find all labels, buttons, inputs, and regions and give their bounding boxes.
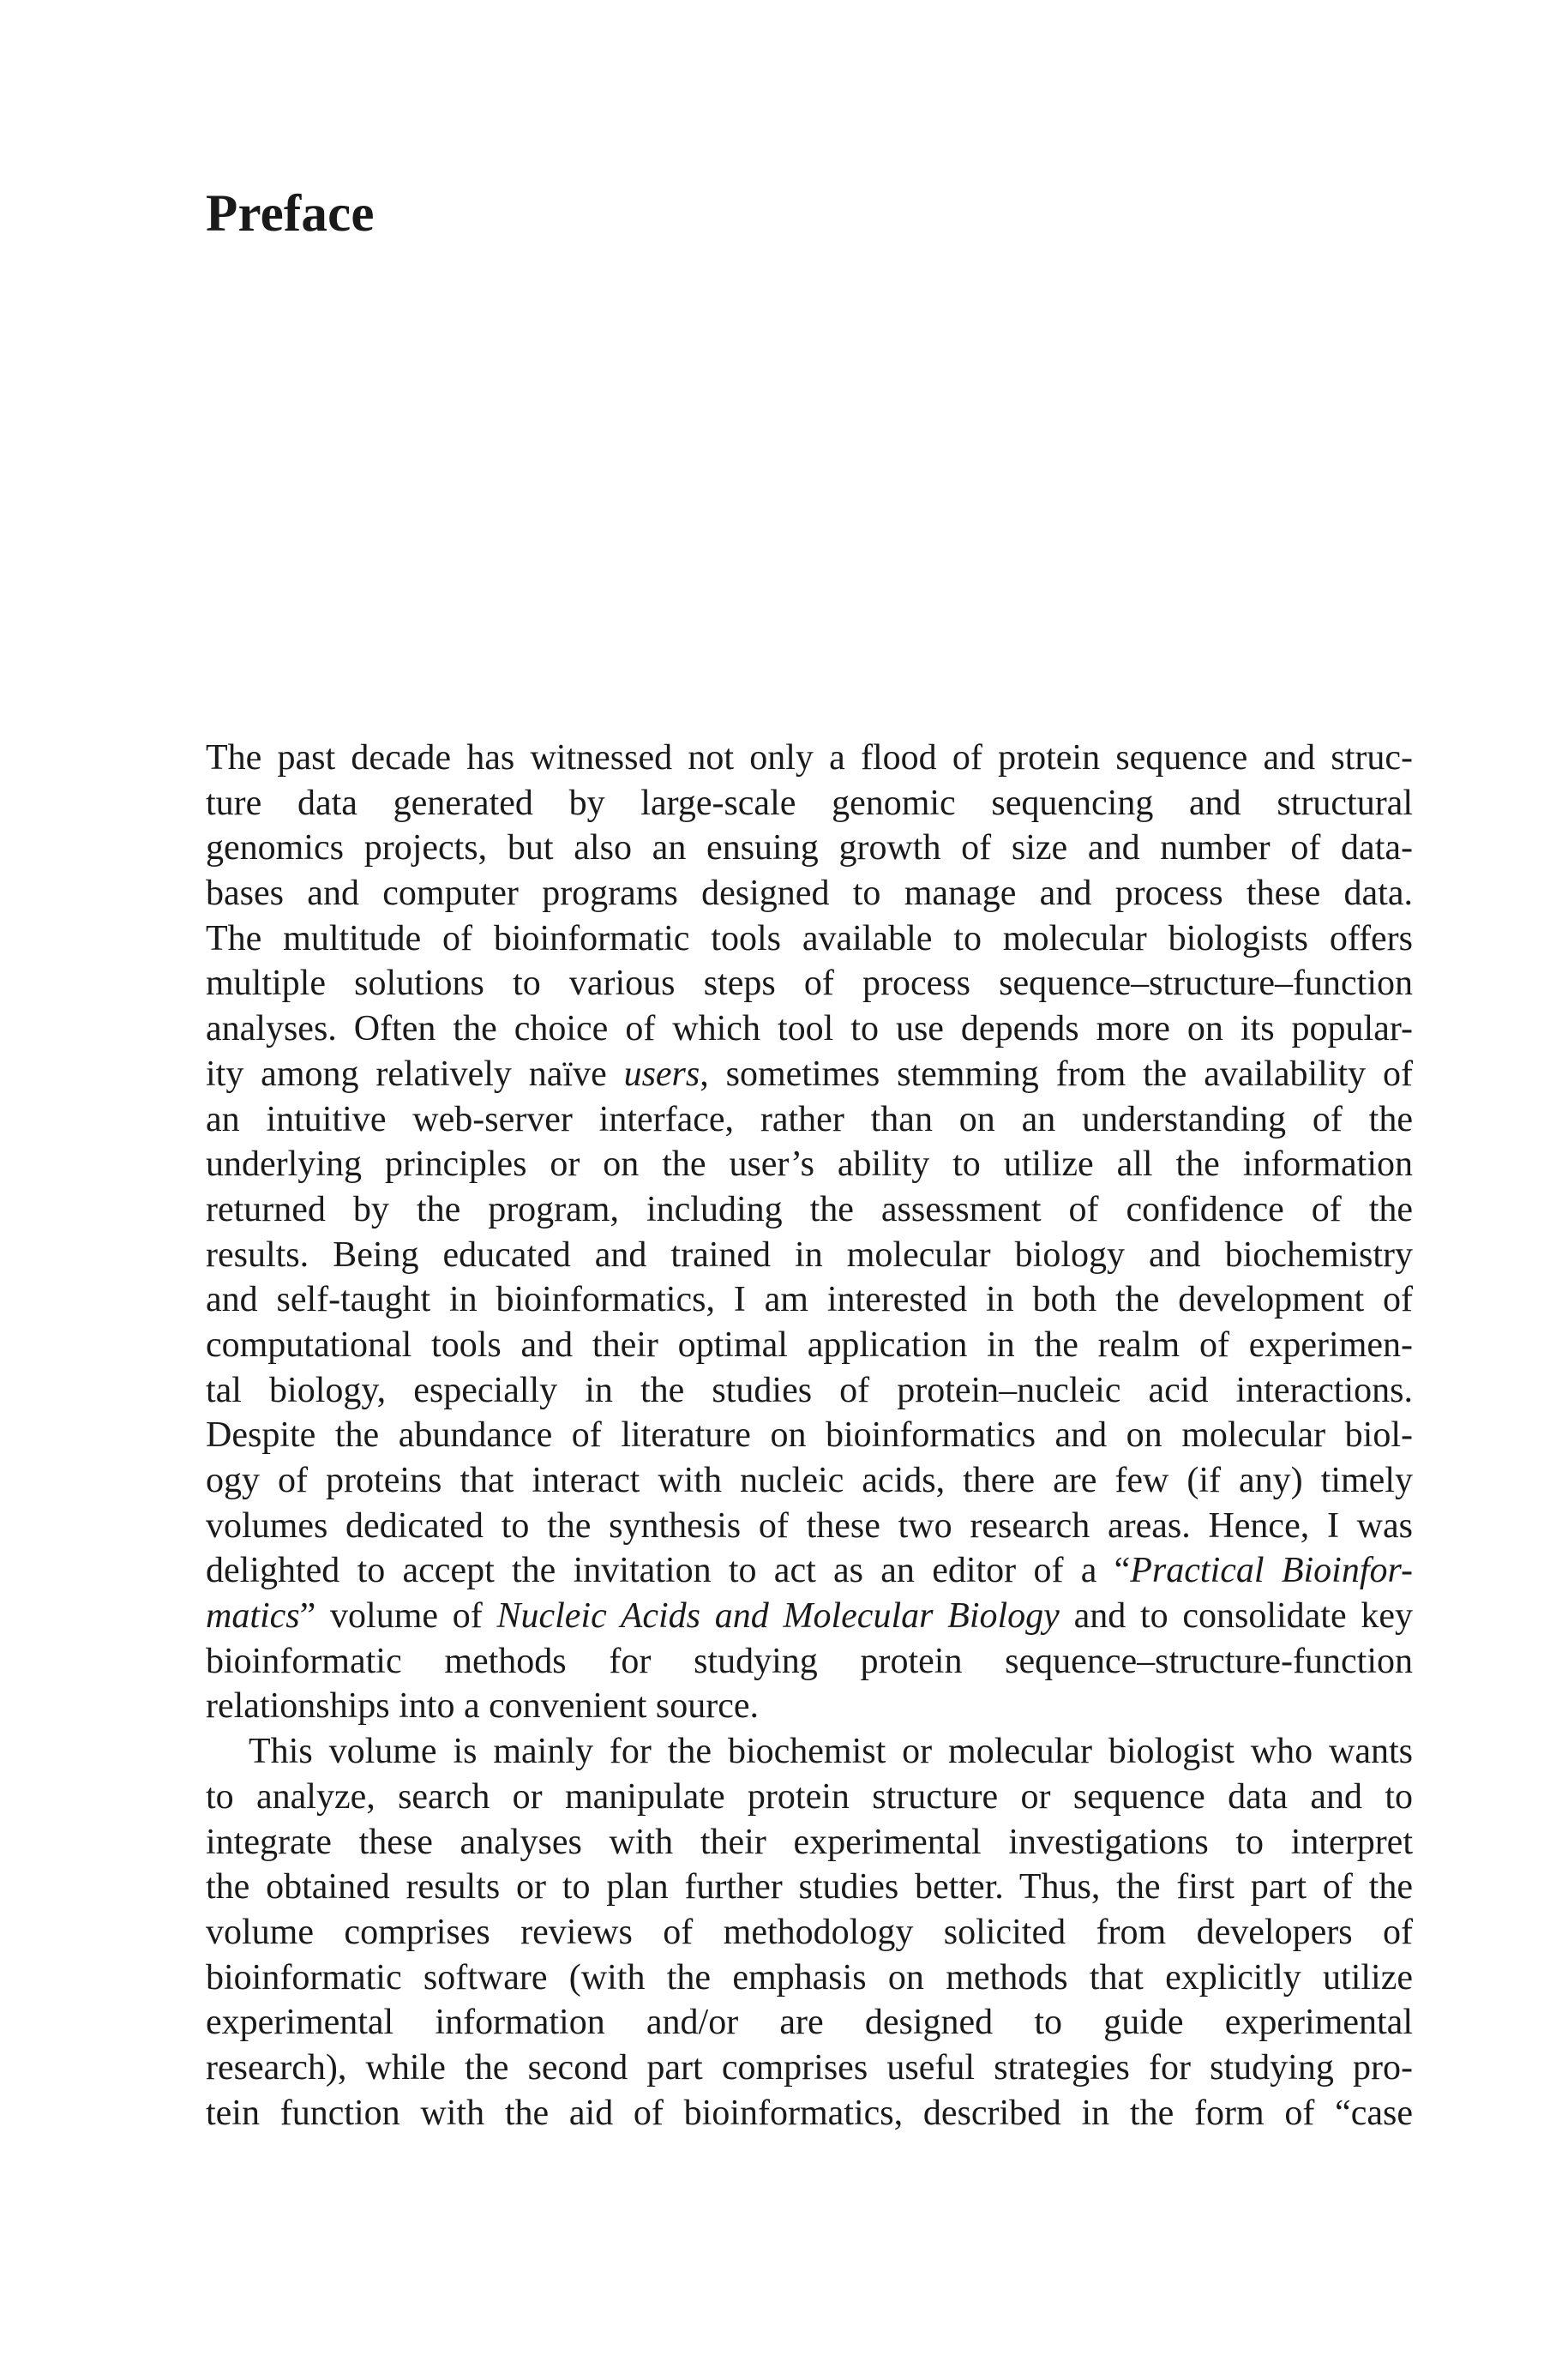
text-line: [206, 961, 1413, 1006]
text-run: returned by the program, including the assessment of confidence of the: [206, 1189, 1413, 1229]
text-run: experimental information and/or are designed to guide experimental: [206, 2003, 1413, 2043]
text-line: [206, 1775, 1413, 1820]
paragraph: [206, 1729, 1413, 2136]
text-run: underlying principles or on the user’s ability to utilize all the information: [206, 1144, 1413, 1185]
text-run: and to consolidate key: [1059, 1596, 1413, 1637]
text-line: [206, 1548, 1413, 1594]
italic-text: Practical Bioinfor-: [1130, 1551, 1413, 1591]
text-run: multiple solutions to various steps of process sequence–structure–function: [206, 964, 1413, 1004]
text-run: bases and computer programs designed to manage and process these data.: [206, 874, 1413, 914]
text-run: tal biology, especially in the studies of protein–nucleic acid interactions.: [206, 1370, 1413, 1410]
text-run: to analyze, search or manipulate protein structure or sequence data and to: [206, 1776, 1413, 1817]
text-line: [206, 1594, 1413, 1639]
text-run: ity among relatively naïve: [206, 1054, 624, 1094]
text-line: [206, 2000, 1413, 2046]
text-run: integrate these analyses with their experimental investigations to interpret: [206, 1822, 1413, 1862]
italic-text: users: [623, 1054, 700, 1094]
text-run: volume comprises reviews of methodology solicited from developers of: [206, 1912, 1413, 1952]
text-line: [206, 736, 1413, 781]
text-run: an intuitive web-server interface, rather than on an understanding of the: [206, 1099, 1413, 1139]
text-run: volumes dedicated to the synthesis of these two research areas. Hence, I was: [206, 1505, 1413, 1546]
italic-text: Nucleic Acids and Molecular Biology: [496, 1596, 1060, 1637]
text-line: [206, 1684, 1413, 1729]
text-run: This volume is mainly for the biochemist or molecular biologist who wants: [249, 1732, 1413, 1772]
text-run: results. Being educated and trained in molecular biology and biochemistry: [206, 1235, 1413, 1275]
text-run: bioinformatic methods for studying protein sequence–structure-function: [206, 1641, 1413, 1681]
italic-text: matics: [206, 1596, 300, 1637]
text-line: [206, 826, 1413, 871]
text-run: analyses. Often the choice of which tool to use depends more on its popular-: [206, 1009, 1413, 1049]
text-run: The past decade has witnessed not only a flood of protein sequence and struc-: [206, 738, 1413, 778]
text-run: The multitude of bioinformatic tools available to molecular biologists offers: [206, 918, 1413, 958]
paragraph: [206, 736, 1413, 1729]
text-line: [206, 1277, 1413, 1323]
text-line: [206, 916, 1413, 962]
text-line: [206, 1639, 1413, 1685]
text-line: [206, 1097, 1413, 1143]
text-line: [206, 2091, 1413, 2136]
text-run: tein function with the aid of bioinformatics, described in the form of “case: [206, 2093, 1413, 2133]
text-line: [206, 1865, 1413, 1910]
text-run: , sometimes stemming from the availability of: [700, 1054, 1413, 1094]
text-run: ogy of proteins that interact with nucleic acids, there are few (if any) timely: [206, 1461, 1413, 1500]
text-run: delighted to accept the invitation to act as an editor of a “: [206, 1551, 1131, 1591]
text-run: and self-taught in bioinformatics, I am interested in both the development of: [206, 1280, 1413, 1320]
text-line: [206, 1955, 1413, 2001]
text-run: ture data generated by large-scale genomic sequencing and structural: [206, 783, 1413, 823]
text-line: [206, 1910, 1413, 1955]
text-line: [206, 1323, 1413, 1368]
text-line: [206, 1368, 1413, 1414]
text-line: [206, 1820, 1413, 1865]
text-run: genomics projects, but also an ensuing growth of size and number of data-: [206, 828, 1413, 868]
page-title: Preface: [206, 185, 375, 243]
text-line: [206, 1187, 1413, 1233]
body-text: [206, 736, 1413, 2136]
text-line: [206, 1413, 1413, 1458]
text-line: [206, 1504, 1413, 1549]
text-run: computational tools and their optimal application in the realm of experimen-: [206, 1325, 1413, 1365]
text-line: [206, 1458, 1413, 1504]
text-line: [206, 2046, 1413, 2091]
text-line: [206, 1729, 1413, 1775]
text-run: Despite the abundance of literature on bioinformatics and on molecular biol-: [206, 1415, 1413, 1456]
text-run: bioinformatic software (with the emphasis on methods that explicitly utilize: [206, 1957, 1413, 1998]
text-line: [206, 781, 1413, 826]
text-line: [206, 1052, 1413, 1097]
text-run: ” volume of: [299, 1596, 497, 1637]
text-line: [206, 1233, 1413, 1278]
text-line: [206, 1006, 1413, 1052]
text-run: research), while the second part comprises useful strategies for studying pro-: [206, 2047, 1413, 2088]
text-line: [206, 1142, 1413, 1187]
text-run: relationships into a convenient source.: [206, 1686, 759, 1727]
text-run: the obtained results or to plan further studies better. Thus, the first part of the: [206, 1867, 1413, 1907]
text-line: [206, 871, 1413, 916]
